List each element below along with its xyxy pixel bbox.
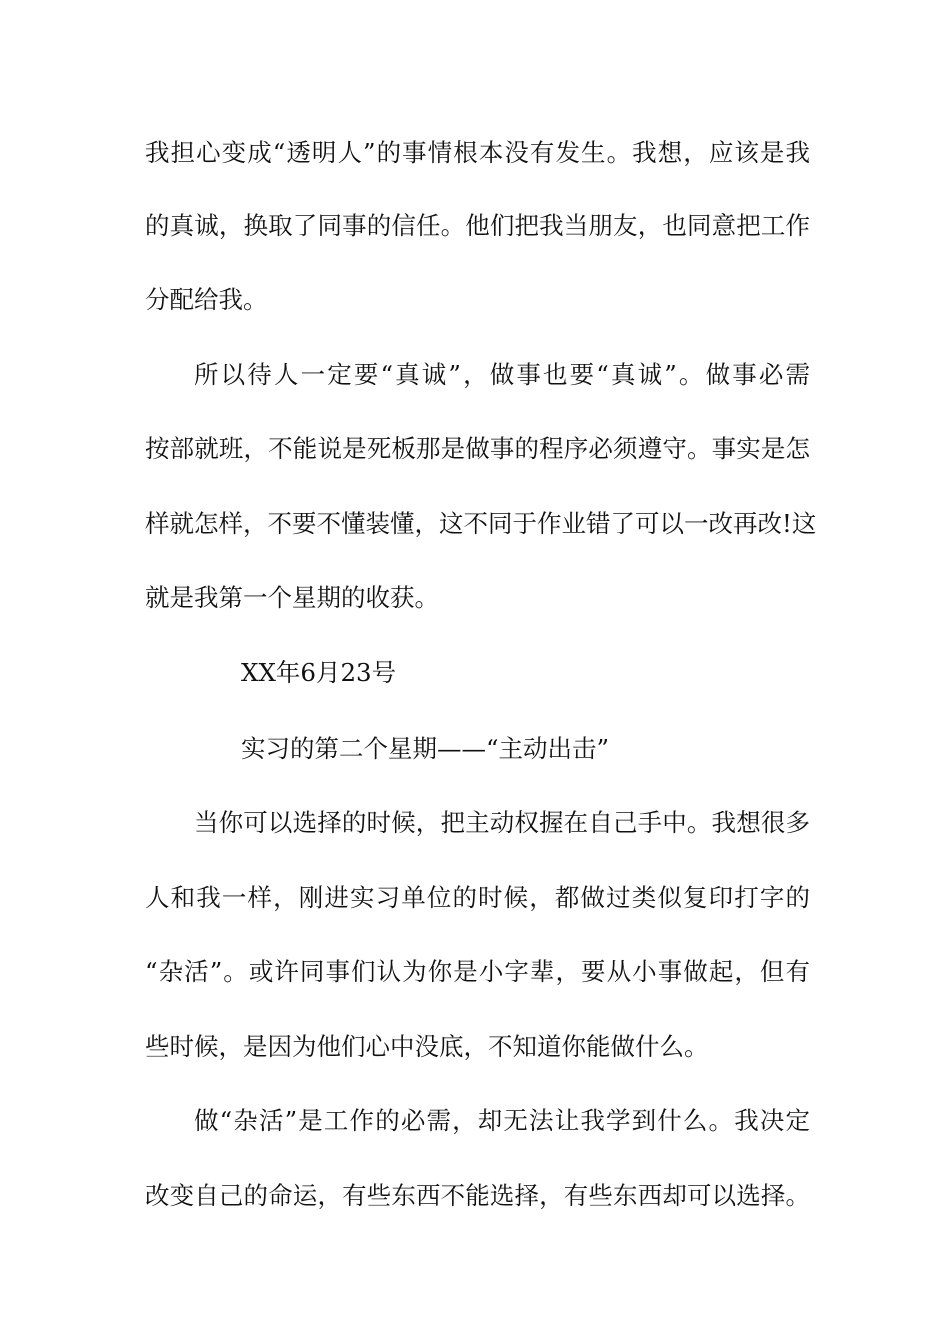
- paragraph-line: 所以待人一定要“真诚”，做事也要“真诚”。做事必需: [194, 360, 810, 389]
- paragraph-line: 的真诚，换取了同事的信任。他们把我当朋友，也同意把工作: [145, 211, 810, 240]
- date-line: XX年6月23号: [241, 658, 397, 687]
- paragraph-line: 按部就班，不能说是死板那是做事的程序必须遵守。事实是怎: [145, 434, 810, 463]
- paragraph-line: 样就怎样，不要不懂装懂，这不同于作业错了可以一改再改!这: [145, 509, 817, 538]
- paragraph-line: 就是我第一个星期的收获。: [145, 583, 439, 612]
- paragraph-line: “杂活”。或许同事们认为你是小字辈，要从小事做起，但有: [145, 957, 810, 986]
- paragraph-line: 改变自己的命运，有些东西不能选择，有些东西却可以选择。: [145, 1181, 810, 1210]
- paragraph-line: 做“杂活”是工作的必需，却无法让我学到什么。我决定: [194, 1106, 810, 1135]
- paragraph-line: 人和我一样，刚进实习单位的时候，都做过类似复印打字的: [145, 883, 810, 912]
- section-heading: 实习的第二个星期——“主动出击”: [241, 734, 610, 763]
- paragraph-line: 些时候，是因为他们心中没底，不知道你能做什么。: [145, 1032, 709, 1061]
- paragraph-line: 我担心变成“透明人”的事情根本没有发生。我想，应该是我: [145, 138, 810, 167]
- paragraph-line: 当你可以选择的时候，把主动权握在自己手中。我想很多: [194, 808, 810, 837]
- paragraph-line: 分配给我。: [145, 285, 268, 314]
